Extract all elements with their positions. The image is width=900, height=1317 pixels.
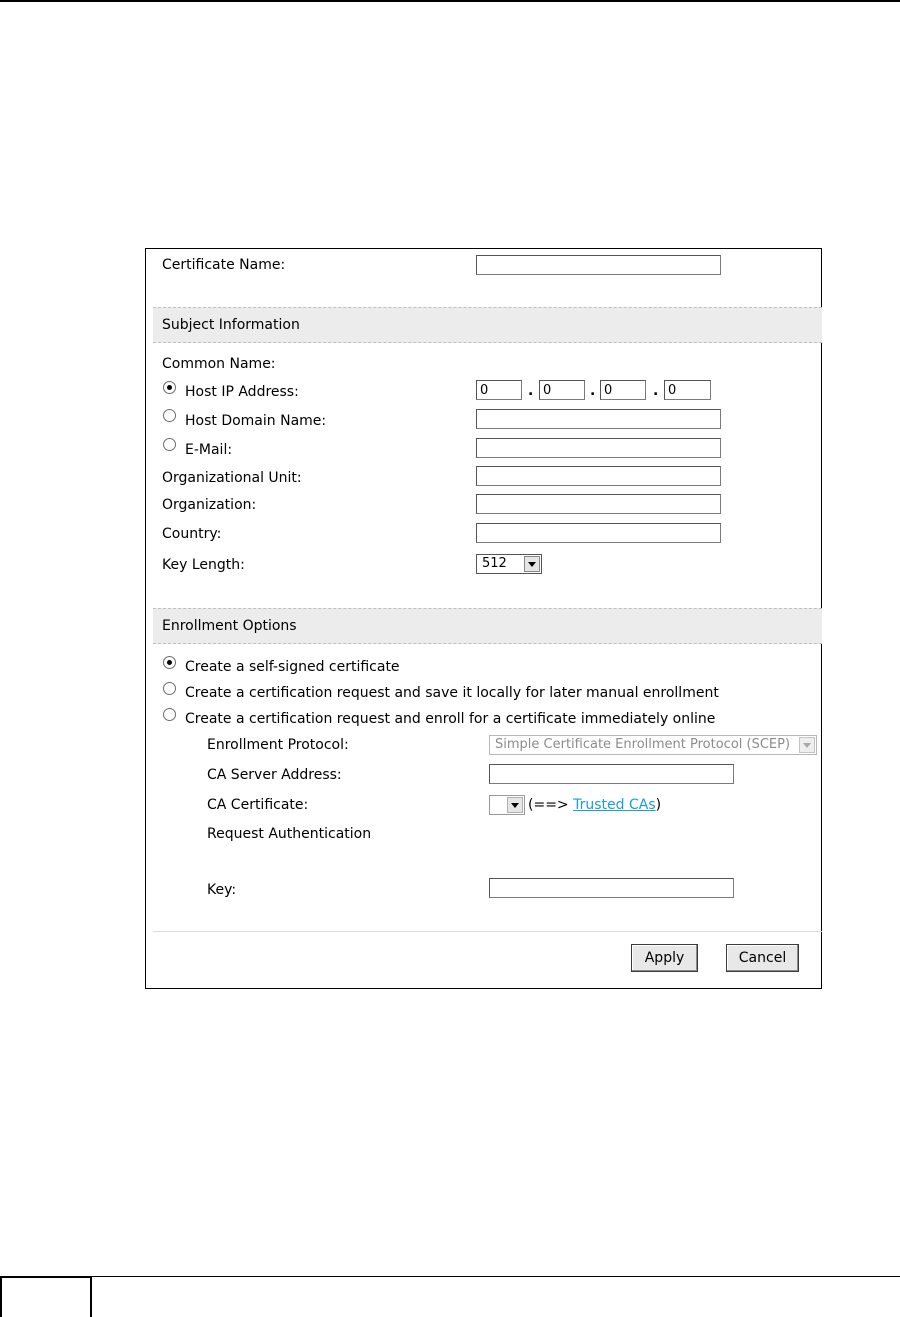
trusted-cas-hint	[528, 796, 661, 814]
host-domain-radio[interactable]	[163, 409, 176, 422]
ca-certificate-label: CA Certificate:	[207, 797, 309, 813]
cancel-button[interactable]: Cancel	[726, 944, 799, 972]
key-length-label: Key Length:	[162, 557, 245, 573]
ca-server-address-label: CA Server Address:	[207, 767, 342, 783]
trusted-cas-link[interactable]: Trusted CAs	[573, 797, 656, 813]
certificate-name-label: Certificate Name:	[162, 257, 286, 273]
email-label: E-Mail:	[185, 442, 233, 458]
enrollment-protocol-select[interactable]	[489, 735, 817, 755]
organization-label: Organization:	[162, 497, 257, 513]
enrollment-protocol-value: Simple Certificate Enrollment Protocol (SCEP)	[495, 737, 791, 752]
ip-separator-dot: .	[653, 383, 659, 399]
host-ip-label: Host IP Address:	[185, 384, 299, 400]
enrollment-options-title: Enrollment Options	[162, 618, 297, 634]
organizational-unit-input[interactable]	[476, 466, 721, 486]
page-bottom-rule	[92, 1276, 900, 1277]
create-certificate-panel	[145, 248, 822, 989]
enroll-online-label: Create a certification request and enroll for a certificate immediately online	[185, 711, 716, 727]
trusted-cas-suffix: )	[655, 797, 662, 813]
email-input[interactable]	[476, 438, 721, 458]
ip-separator-dot: .	[590, 383, 596, 399]
enroll-online-radio[interactable]	[163, 708, 176, 721]
trusted-cas-prefix: (==>	[528, 797, 574, 813]
enrollment-options-header	[153, 608, 822, 644]
self-signed-radio[interactable]	[163, 656, 176, 669]
host-ip-octet-2[interactable]	[539, 380, 585, 400]
chevron-down-icon[interactable]	[524, 556, 540, 572]
ip-separator-dot: .	[528, 383, 534, 399]
organization-input[interactable]	[476, 494, 721, 514]
host-ip-octet-4[interactable]	[664, 380, 711, 400]
key-label: Key:	[207, 882, 237, 898]
save-locally-radio[interactable]	[163, 682, 176, 695]
host-domain-input[interactable]	[476, 409, 721, 429]
enrollment-protocol-label: Enrollment Protocol:	[207, 737, 349, 753]
subject-information-header	[153, 307, 822, 343]
request-authentication-label: Request Authentication	[207, 826, 372, 842]
self-signed-label: Create a self-signed certificate	[185, 659, 400, 675]
page-number-box	[0, 1276, 92, 1317]
email-radio[interactable]	[163, 438, 176, 451]
page-top-rule	[0, 0, 900, 2]
host-domain-label: Host Domain Name:	[185, 413, 327, 429]
key-length-select[interactable]	[476, 554, 542, 574]
save-locally-label: Create a certification request and save it locally for later manual enrollment	[185, 685, 719, 701]
chevron-down-icon[interactable]	[507, 797, 523, 813]
ca-certificate-select[interactable]	[489, 795, 525, 815]
host-ip-octet-1[interactable]	[476, 380, 522, 400]
certificate-name-input[interactable]	[476, 255, 721, 275]
subject-information-title: Subject Information	[162, 317, 300, 333]
country-input[interactable]	[476, 523, 721, 543]
key-length-value: 512	[482, 556, 507, 571]
host-ip-octet-3[interactable]	[600, 380, 646, 400]
chevron-down-icon[interactable]	[799, 737, 815, 753]
apply-button[interactable]: Apply	[631, 944, 698, 972]
organizational-unit-label: Organizational Unit:	[162, 470, 302, 486]
key-input[interactable]	[489, 878, 734, 898]
ca-server-address-input[interactable]	[489, 764, 734, 784]
common-name-label: Common Name:	[162, 356, 276, 372]
country-label: Country:	[162, 526, 222, 542]
host-ip-radio[interactable]	[163, 381, 176, 394]
footer-divider	[153, 931, 822, 932]
